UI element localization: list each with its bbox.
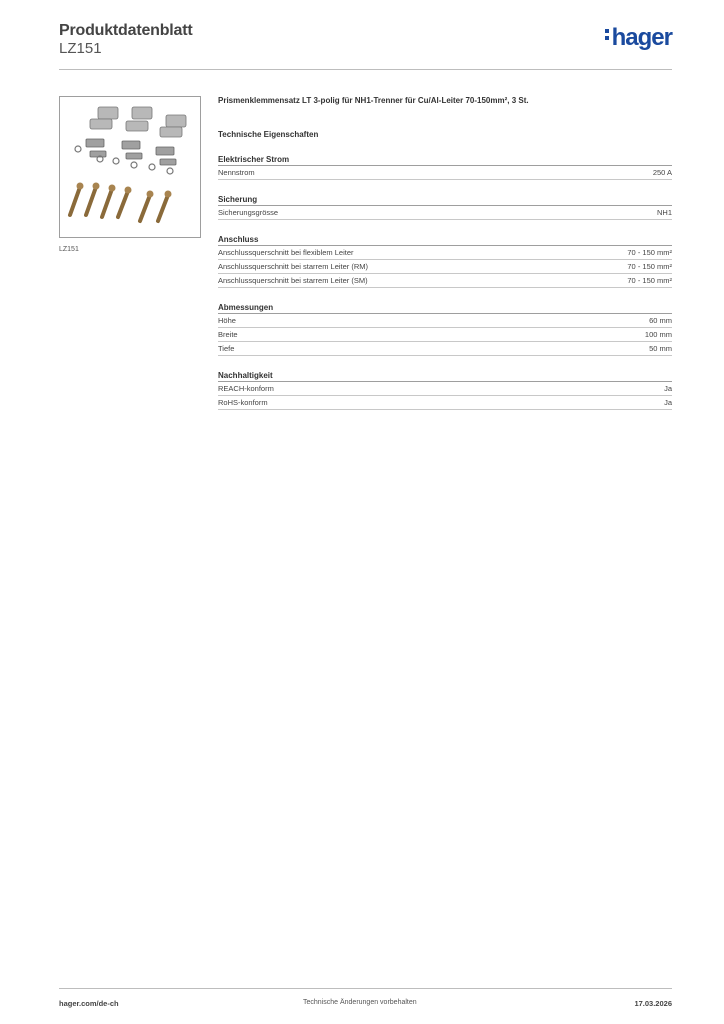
product-code: LZ151: [59, 40, 102, 57]
spec-value: 70 - 150 mm²: [627, 276, 672, 285]
page-footer: [59, 988, 672, 1012]
spec-label: Anschlussquerschnitt bei flexiblem Leiter: [218, 248, 354, 257]
product-details: [218, 96, 672, 410]
footer-note: Technische Änderungen vorbehalten: [303, 999, 417, 1006]
spec-label: Nennstrom: [218, 168, 255, 177]
spec-value: 70 - 150 mm²: [627, 248, 672, 257]
spec-label: Anschlussquerschnitt bei starrem Leiter (RM): [218, 262, 369, 271]
document-title: Produktdatenblatt: [59, 22, 193, 39]
group-title: Sicherung: [218, 195, 672, 206]
spec-label: REACH-konform: [218, 384, 274, 393]
group-abmessungen: [218, 303, 672, 356]
spec-row: [218, 206, 672, 220]
spec-row: [218, 342, 672, 356]
spec-value: 60 mm: [649, 316, 672, 325]
spec-row: [218, 382, 672, 396]
spec-label: Breite: [218, 330, 238, 339]
spec-row: [218, 328, 672, 342]
group-sicherung: [218, 195, 672, 220]
spec-row: [218, 246, 672, 260]
spec-row: [218, 260, 672, 274]
page-header: [59, 18, 672, 70]
spec-value: 70 - 150 mm²: [627, 262, 672, 271]
group-title: Elektrischer Strom: [218, 155, 672, 166]
group-anschluss: [218, 235, 672, 288]
spec-label: RoHS-konform: [218, 398, 268, 407]
product-image: [59, 96, 201, 238]
logo-text: hager: [611, 24, 672, 51]
spec-value: Ja: [664, 398, 672, 407]
image-caption: LZ151: [59, 246, 79, 253]
clamp-kit-illustration: [60, 97, 200, 237]
spec-value: 100 mm: [644, 330, 672, 339]
spec-row: [218, 274, 672, 288]
spec-value: NH1: [656, 208, 672, 217]
spec-row: [218, 314, 672, 328]
spec-value: Ja: [664, 384, 672, 393]
group-title: Anschluss: [218, 235, 672, 246]
footer-website-link[interactable]: hager.com/de-ch: [59, 999, 119, 1008]
section-heading: Technische Eigenschaften: [218, 130, 319, 139]
group-nachhaltigkeit: [218, 371, 672, 410]
group-elektrischer-strom: [218, 155, 672, 180]
hager-logo: [605, 24, 672, 52]
group-title: Abmessungen: [218, 303, 672, 314]
footer-date: 17.03.2026: [634, 999, 672, 1008]
product-title: Prismenklemmensatz LT 3-polig für NH1-Trenner für Cu/Al-Leiter 70-150mm², 3 St.: [218, 96, 529, 105]
spec-value: 250 A: [652, 168, 672, 177]
spec-label: Anschlussquerschnitt bei starrem Leiter (SM): [218, 276, 368, 285]
logo-dots-icon: [605, 26, 610, 43]
spec-row: [218, 166, 672, 180]
spec-label: Sicherungsgrösse: [218, 208, 279, 217]
group-title: Nachhaltigkeit: [218, 371, 672, 382]
spec-value: 50 mm: [649, 344, 672, 353]
spec-label: Tiefe: [218, 344, 235, 353]
spec-label: Höhe: [218, 316, 236, 325]
spec-row: [218, 396, 672, 410]
